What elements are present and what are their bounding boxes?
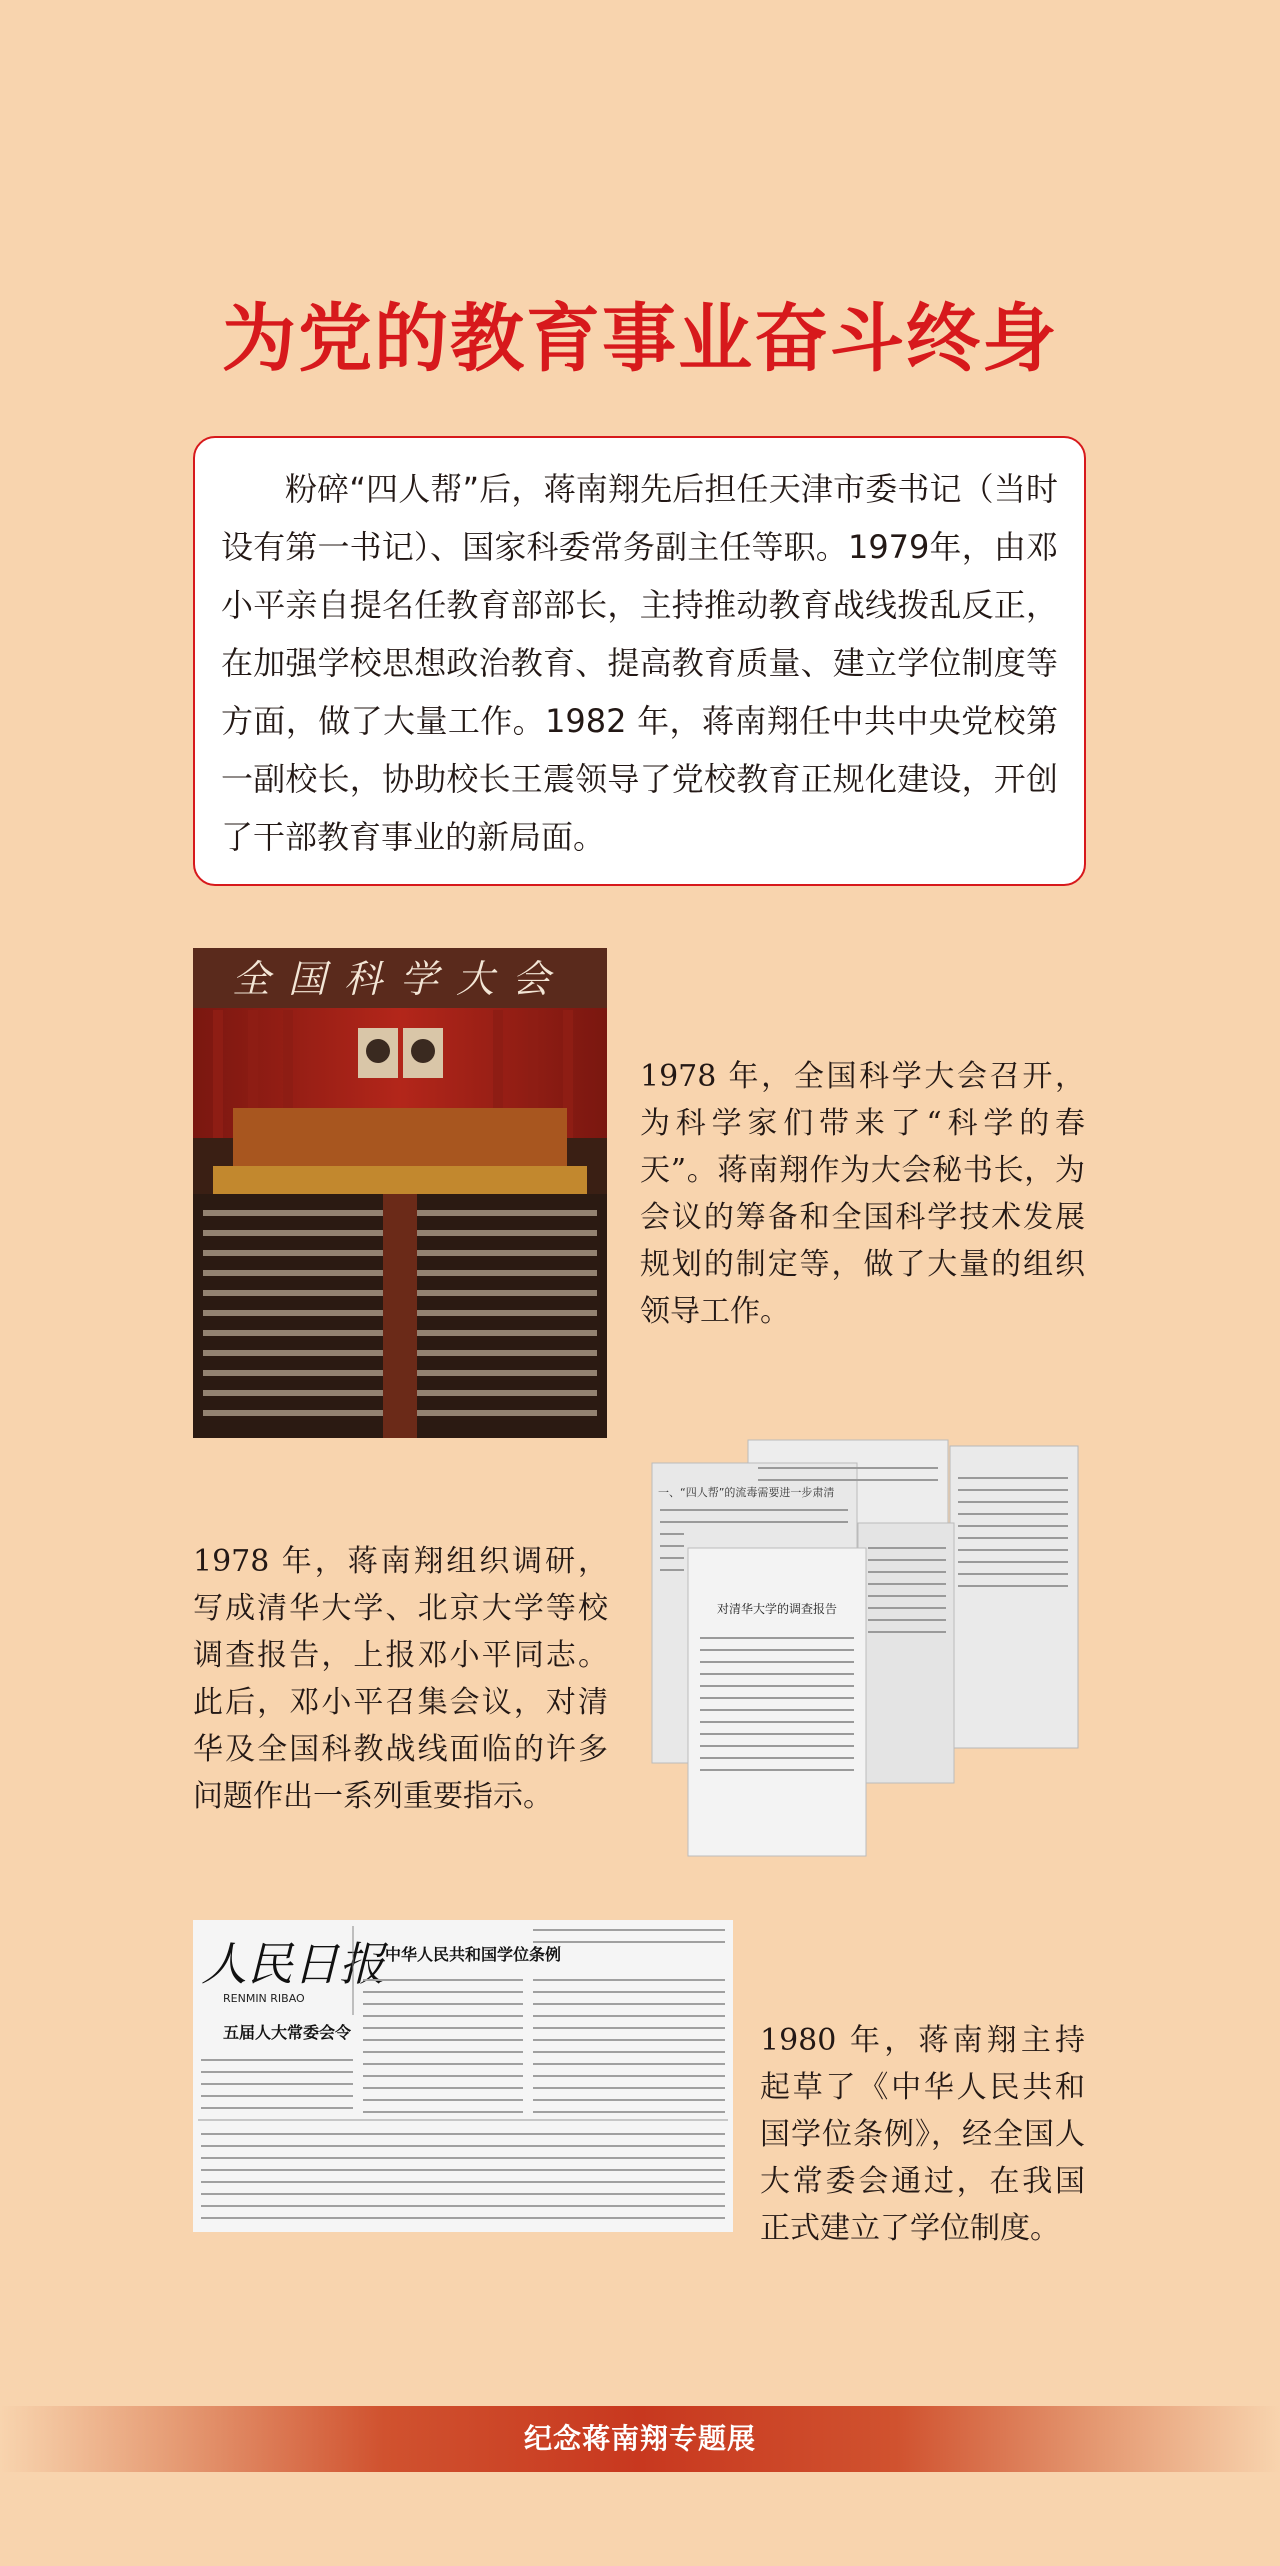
footer-banner xyxy=(0,2406,1280,2472)
photo-banner: 全国科学大会 xyxy=(231,957,569,1001)
newspaper-headline: 中华人民共和国学位条例 xyxy=(384,1945,562,1964)
survey-documents-photo xyxy=(648,1428,1090,1863)
doc-section-heading: 一、“四人帮”的流毒需要进一步肃清 xyxy=(658,1486,835,1499)
caption-science-conference: 1978 年，全国科学大会召开，为科学家们带来了“科学的春天”。蒋南翔作为大会秘书长，为会议的筹备和全国科学技术发展规划的制定等，做了大量的组织领导工作。 xyxy=(640,1059,1085,1329)
footer-label: 纪念蒋南翔专题展 xyxy=(523,2422,756,2455)
caption-degree-regulations: 1980 年，蒋南翔主持起草了《中华人民共和国学位条例》，经全国人大常委会通过，在我国正式建立了学位制度。 xyxy=(760,2023,1085,2246)
page-title: 为党的教育事业奋斗终身 xyxy=(222,296,1058,382)
newspaper-masthead-latin: RENMIN RIBAO xyxy=(223,1992,305,2005)
newspaper-clipping xyxy=(193,1920,733,2232)
intro-box xyxy=(193,436,1086,886)
newspaper-order: 五届人大常委会令 xyxy=(223,2023,352,2042)
newspaper-masthead: 人民日报 xyxy=(201,1937,385,1991)
intro-text: 粉碎“四人帮”后，蒋南翔先后担任天津市委书记（当时设有第一书记）、国家科委常务副主任等职。1979年，由邓小平亲自提名任教育部部长，主持推动教育战线拨乱反正，在加强学校思想政治教育、提高教育质量、建立学位制度等方面，做了大量工作。1982 年，蒋南翔任中共中央党校第一副校长，协助校长王震领导了党校教育正规化建设，开创了干部教育事业的新局面。 xyxy=(221,470,1058,856)
doc-report-title: 对清华大学的调查报告 xyxy=(716,1602,838,1616)
caption-survey-report: 1978 年，蒋南翔组织调研，写成清华大学、北京大学等校调查报告，上报邓小平同志。此后，邓小平召集会议，对清华及全国科教战线面临的许多问题作出一系列重要指示。 xyxy=(193,1544,608,1814)
conference-photo xyxy=(193,948,607,1438)
